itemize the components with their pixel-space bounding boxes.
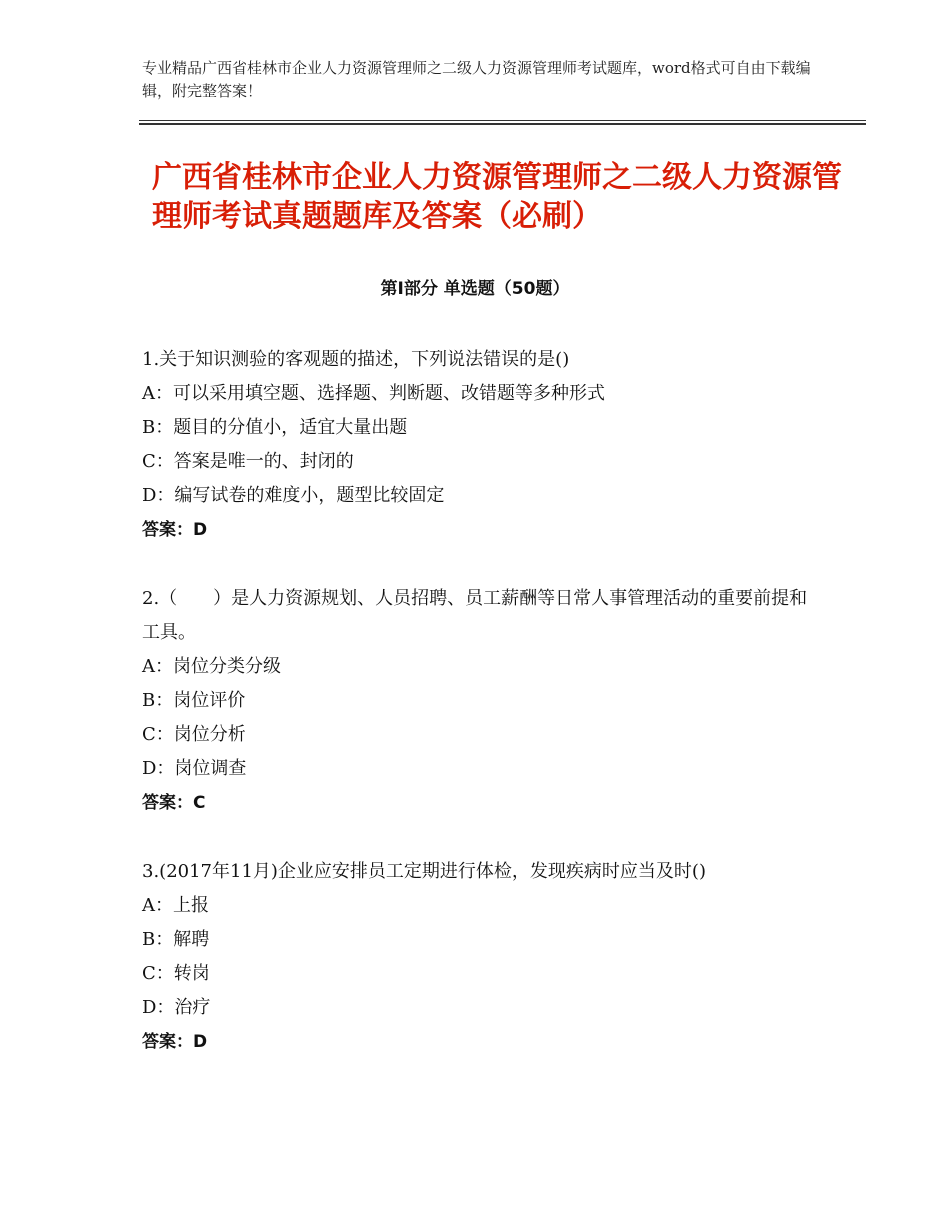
answer: 答案：C: [142, 793, 206, 813]
option-b: B：题目的分值小，适宜大量出题: [142, 417, 408, 438]
question-2: [142, 582, 822, 820]
header-rule-thin: [139, 120, 866, 121]
question-stem: 2.（ ）是人力资源规划、人员招聘、员工薪酬等日常人事管理活动的重要前提和工具。: [142, 588, 808, 643]
option-a: A：岗位分类分级: [142, 656, 281, 677]
option-c: C：答案是唯一的、封闭的: [142, 451, 354, 472]
option-a: A：可以采用填空题、选择题、判断题、改错题等多种形式: [142, 383, 605, 404]
option-c: C：转岗: [142, 963, 210, 984]
option-a: A：上报: [142, 895, 209, 916]
answer: 答案：D: [142, 1032, 208, 1052]
answer: 答案：D: [142, 520, 208, 540]
question-1: [142, 343, 822, 547]
question-stem: 1.关于知识测验的客观题的描述，下列说法错误的是(): [142, 349, 570, 370]
header-note: 专业精品广西省桂林市企业人力资源管理师之二级人力资源管理师考试题库，word格式可自由下载编辑，附完整答案！: [142, 59, 811, 100]
document-title: 广西省桂林市企业人力资源管理师之二级人力资源管理师考试真题题库及答案（必刷）: [152, 160, 842, 234]
option-b: B：解聘: [142, 929, 210, 950]
question-stem: 3.(2017年11月)企业应安排员工定期进行体检，发现疾病时应当及时(): [142, 861, 706, 882]
option-c: C：岗位分析: [142, 724, 246, 745]
section-heading: 第Ⅰ部分 单选题（50题）: [380, 279, 570, 299]
option-b: B：岗位评价: [142, 690, 246, 711]
option-d: D：治疗: [142, 997, 211, 1018]
question-3: [142, 855, 822, 1059]
option-d: D：编写试卷的难度小，题型比较固定: [142, 485, 445, 506]
header-rule-thick: [139, 123, 866, 125]
option-d: D：岗位调查: [142, 758, 247, 779]
